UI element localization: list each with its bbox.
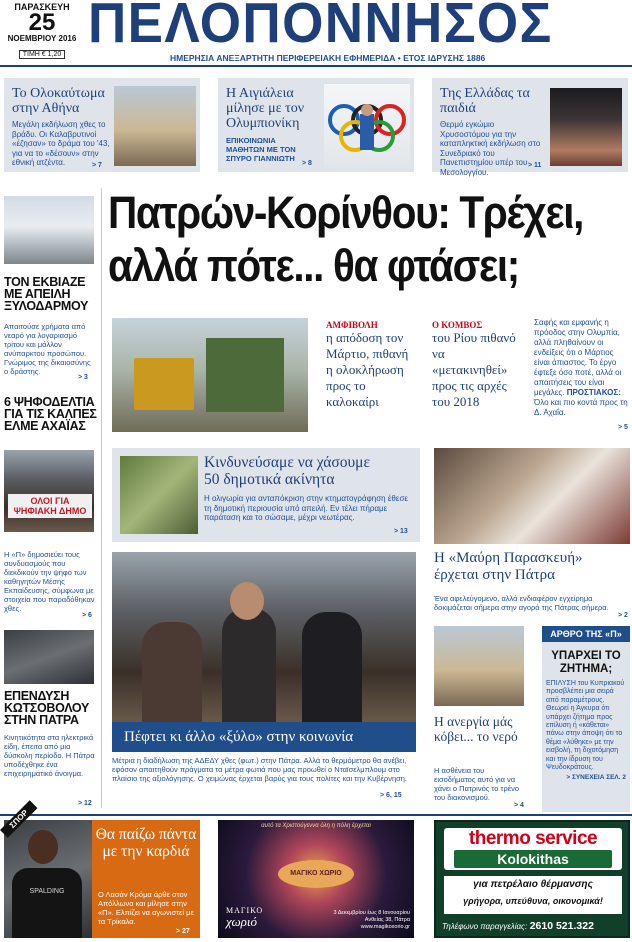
left-headline: 6 ΨΗΦΟΔΕΛΤΙΑ ΓΙΑ ΤΙΣ ΚΑΛΠΕΣ ΕΛΜΕ ΑΧΑΪΑΣ [4, 395, 97, 433]
teaser-title: Η Αιγιάλεια μίλησε με τον Ολυμπιονίκη [226, 86, 305, 131]
unemployment-text: Η ασθένεια του εισοδήματος αυτό για να χάνει ο Πατρινός το τρένο του διακονισμού. [434, 766, 520, 802]
main-headline-line2: αλλά πότε... θα φτάσει; [108, 240, 519, 291]
ad-dates: 3 Δεκεμβρίου έως 8 Ιανουαρίου [333, 910, 410, 916]
page-ref: > 11 [528, 162, 542, 169]
ad-place: Ανθείας 38, Πάτρα [364, 917, 410, 923]
column-divider [101, 188, 102, 808]
col-text: Σαφής και εμφανής η πρόοδος στην Ολυμπία, αλλά πληθαίνουν οι ενδείξεις ότι ο Μάρτιος είναι άπιαστος. Το έργο έφτεξε όσο ποτέ, αλλά οι απαιτήσεις του είναι μεγάλες. [534, 318, 622, 397]
photo-shopping-bags [434, 448, 630, 544]
page-ref: > 6 [82, 612, 92, 619]
opinion-page-ref: > ΣΥΝΕΧΕΙΑ ΣΕΛ. 2 [566, 774, 626, 782]
player-jersey [12, 868, 82, 938]
col-progress [534, 318, 630, 418]
col-ambivalence [326, 320, 418, 410]
main-headline [108, 186, 584, 292]
sport-text: Ο Λασάν Κρόμα άρθε στον Απόλλωνα και μίλησε στην «Π». Ελπίζει να αγωνιστεί με τα Τρίκαλα. [98, 890, 194, 926]
price: ΤΙΜΗ € 1,20 [19, 50, 66, 59]
sport-box[interactable] [4, 807, 200, 938]
crowd-figure [230, 582, 264, 620]
page-ref: > 12 [78, 800, 92, 807]
ad-details [310, 910, 410, 931]
col-text: η απόδοση τον Μάρτιο, πιθανή η ολοκλήρωση προς το καλοκαίρι [326, 330, 409, 409]
col-junction [432, 320, 522, 410]
photo-basketball-player [4, 820, 92, 938]
teaser-text: Μεγάλη εκδήλωση χθες το βράδυ. Οι Καλαβρυτινοί «έζησαν» το δράμα του '43, για να το «δέσουν» στην εθνική ατζέντα. [12, 120, 110, 167]
photo-building [434, 626, 524, 706]
page-ref: > 6, 15 [380, 792, 402, 799]
player-head [28, 830, 58, 864]
teaser-holocaust[interactable] [4, 78, 200, 172]
teaser-children[interactable] [432, 78, 628, 177]
page-ref: > 4 [514, 802, 524, 809]
banner-text: ΟΛΟΙ ΓΙΑ ΨΗΦΙΑΚΗ ΔΗΜΟ [8, 494, 92, 518]
day: 25 [28, 9, 56, 36]
left-headline: ΤΟΝ ΕΚΒΙΑΖΕ ΜΕ ΑΠΕΙΛΗ ΞΥΛΟΔΑΡΜΟΥ [4, 275, 89, 313]
ad-phone-label: Τηλέφωνο παραγγελίας: [442, 922, 528, 931]
ad-tagline2: γρήγορα, υπεύθυνα, οικονομικά! [463, 896, 603, 906]
left-text: Κινητικότητα στα ηλεκτρικά είδη, έπειτα από μια δύσκολη περίοδο. Η Πάτρα υποδέχθηκε ένα επιχειρηματικό άνοιγμα. [4, 733, 95, 778]
jersey-text: SPALDING [29, 888, 65, 895]
crowd-figure [222, 608, 276, 724]
ad-brand-line2: Kolokithas [454, 850, 612, 868]
protest-text: Μέτρια η διαδήλωση της ΑΔΕΔΥ χθες (φωτ.) στην Πάτρα. Αλλά το θερμόμετρο θα ανέβει, εφόσον απαιτηθούν πράγματα τα μέτρα φωτιά που μας προωθεί ο Νταϊσελμπλουμ στο πλαίσιο της αξιολόγησης. Ο χειμώνας έρχεται βαρύς για τους πολίτες και την Κυβέρνηση. [112, 756, 407, 783]
page-ref: > 27 [176, 928, 190, 935]
ad-brand-line1: thermo service [468, 828, 598, 849]
photo-tree [120, 456, 198, 534]
photo-elme-banner [4, 450, 94, 532]
protest-caption-bar [112, 722, 416, 752]
black-friday-title [434, 550, 632, 584]
weekday: ΠΑΡΑΣΚΕΥΗ [14, 2, 70, 12]
truck-shape [206, 338, 284, 412]
page-ref: > 8 [302, 160, 312, 167]
photo-road-trucks [112, 318, 308, 432]
left-headline: ΕΠΕΝΔΥΣΗ ΚΩΤΣΟΒΟΛΟΥ ΣΤΗΝ ΠΑΤΡΑ [4, 689, 90, 727]
newspaper-title: ΠΕΛΟΠΟΝΝΗΣΟΣ [88, 0, 553, 55]
photo-monument [114, 86, 196, 166]
opinion-text: ΕΠΙΛΥΣΗ του Κυπριακού προσβλέπει μια σειρά από παραμέτρους. Θεωρεί η Άγκυρα ότι υπάρχει ζήτημα προς επίλυση ή «κάθεται» πάνω στην άποψη ότι το θέμα «λύθηκε» με την εισβολή, τη διχοτόμηση και την ίδρυση του Ψευδοκράτους. [546, 680, 625, 772]
ad-tagline-box [444, 876, 622, 914]
bottom-rule [0, 814, 632, 816]
date-box [4, 2, 80, 60]
col-text: του Ρίου πιθανό να «μετακινηθεί» προς τις αρχές του 2018 [432, 330, 516, 409]
opinion-header: ΑΡΘΡΟ ΤΗΣ «Π» [542, 626, 630, 642]
col-label: ΑΜΦΙΒΟΛΗ [326, 320, 378, 330]
month-year: ΝΟΕΜΒΡΙΟΥ 2016 [7, 34, 77, 43]
page-ref: > 3 [78, 374, 88, 381]
col-label: Ο ΚΟΜΒΟΣ [432, 320, 483, 330]
story-text: Η ολιγωρία για ανταπόκριση στην κτηματογράφηση έθεσε τη δημοτική περιουσία υπό απειλή. Εν τέλει πήραμε παράταση και το σώσαμε, μέχρι νεωτέρας. [204, 494, 408, 522]
teaser-text: ΕΠΙΚΟΙΝΩΝΙΑ ΜΑΘΗΤΩΝ ΜΕ ΤΟΝ ΣΠΥΡΟ ΓΙΑΝΝΙΩΤΗ [226, 136, 296, 163]
photo-store [4, 630, 94, 684]
protest-caption: Πέφτει κι άλλο «ξύλο» στην κοινωνία [124, 729, 354, 745]
page-ref: > 13 [394, 528, 408, 535]
ad-tagline1: για πετρέλαιο θέρμανσης [473, 879, 593, 890]
black-friday-title-line2: έρχεται στην Πάτρα [434, 567, 555, 583]
story-municipal-property[interactable] [112, 448, 420, 542]
ad-thermo-service[interactable] [434, 820, 630, 938]
teaser-olympian[interactable] [218, 78, 414, 172]
black-friday-title-line1: Η «Μαύρη Παρασκευή» [434, 550, 583, 566]
truck-shape [134, 358, 194, 410]
unemployment-title: Η ανεργία μάς κόβει... το νερό [434, 714, 518, 744]
ad-magic-village[interactable] [218, 820, 414, 938]
crowd-figure [142, 622, 202, 724]
ad-logo [226, 906, 263, 928]
ad-top-text: αυτό τα Χριστούγεννα όλη η πόλη έρχεται [261, 823, 371, 829]
ad-phone-number: 2610 521.322 [529, 920, 594, 932]
photo-police-car [4, 196, 94, 264]
sport-tag: ΣΠΟΡ [0, 800, 38, 838]
masthead-rule [0, 65, 632, 67]
newspaper-subtitle: ΗΜΕΡΗΣΙΑ ΑΝΕΞΑΡΤΗΤΗ ΠΕΡΙΦΕΡΕΙΑΚΗ ΕΦΗΜΕΡΙΔΑ • ΕΤΟΣ ΙΔΡΥΣΗΣ 1886 [170, 53, 486, 63]
col-bold: ΠΡΟΣΤΙΑΚΟΣ: [566, 388, 621, 397]
page-ref: > 7 [92, 162, 102, 169]
story-title-line1: Κινδυνεύσαμε να χάσουμε [204, 454, 370, 471]
page-ref: > 2 [618, 612, 628, 619]
opinion-box[interactable] [542, 626, 630, 812]
ad-logo-line2: χωριό [226, 914, 257, 929]
teaser-text: Θερμό εγκώμιο Χρυσοστόμου για την καταπληκτική εκδήλωση στο Συνεδριακό του Πανεπιστημίου υπέρ του Μεσολογγίου. [440, 120, 541, 177]
ad-phone[interactable] [442, 920, 624, 932]
crowd-figure [302, 612, 362, 724]
photo-protest [112, 552, 416, 724]
left-text: Απαιτούσε χρήματα από νεαρό για λογαριασμό τρίτου και μάλλον ανύπαρκτου προσώπου. Γνώριμος της δικαιοσύνης ο δράστης. [4, 322, 91, 376]
olympic-rings-icon [324, 84, 410, 168]
teaser-title: Το Ολοκαύτωμα στην Αθήνα [12, 86, 105, 116]
black-friday-text: Ένα αφελεύγομενο, αλλά ενδιαφέρον εγχείρημα δοκιμάζεται σήμερα στην αγορά της Πάτρας σήμερα. [434, 594, 609, 612]
story-title-line2: 50 δημοτικά ακίνητα [204, 471, 335, 488]
ad-site[interactable]: www.magikoxorio.gr [360, 924, 410, 930]
page-ref: > 5 [618, 424, 628, 431]
col-tail: Όλο και πιο κοντά προς τη Δ. Αχαΐα. [534, 398, 628, 417]
main-headline-line1: Πατρών-Κορίνθου: Τρέχει, [108, 187, 584, 238]
opinion-title: ΥΠΑΡΧΕΙ ΤΟ ΖΗΤΗΜΑ; [551, 650, 621, 675]
photo-olympic-rings [324, 84, 410, 168]
story-title [204, 454, 418, 488]
photo-stage [550, 88, 622, 166]
ad-pill: ΜΑΓΙΚΟ ΧΩΡΙΟ [278, 860, 354, 888]
teaser-title: Της Ελλάδας τα παιδιά [440, 86, 530, 116]
left-text: Η «Π» δημοσιεύει τους συνδυασμούς που διεκδικούν την ψήφο των καθηγητών Μέσης Εκπαίδευσης, σύμφωνα με στοιχεία που παραδόθηκαν χθες. [4, 550, 95, 613]
sport-title: Θα παίζω πάντα με την καρδιά [95, 826, 197, 860]
ad-brand-box [444, 828, 622, 870]
ad-logo-line1: ΜΑΓΙΚΟ [226, 906, 264, 915]
